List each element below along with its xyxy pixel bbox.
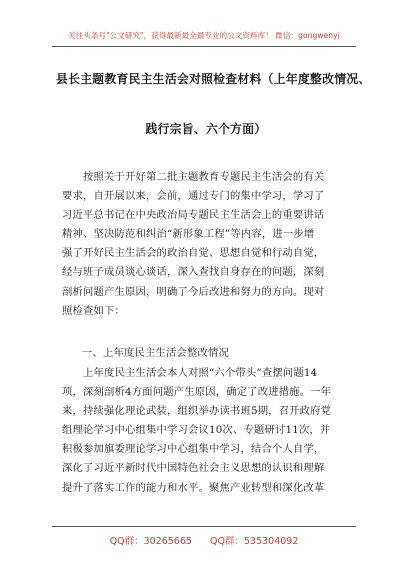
paragraph-line: 经与班子成员谈心谈话，深入查找自身存在的问题，深刻 xyxy=(62,266,325,279)
paragraph-line: 剖析问题产生原因，明确了今后改进和努力的方向。现对 xyxy=(62,285,325,298)
header-promo-text: 关注头条号"公文研究"，获得最新最全最专业的公文资料库！ 微信：gongwenyj xyxy=(68,31,340,40)
paragraph-line: 要求，自开展以来，会前，通过专门的集中学习，学习了 xyxy=(62,190,325,203)
paragraph-line: 精神、坚决防范和纠治“新形象工程”等内容，进一步增 xyxy=(62,228,315,241)
intro-paragraph xyxy=(62,168,354,321)
paragraph-line: 习近平总书记在中央政治局专题民主生活会上的重要讲话 xyxy=(62,209,325,222)
paragraph-line: 上年度民主生活会本人对照“六个带头”查摆问题14 xyxy=(62,367,318,379)
paragraph-line: 组理论学习中心组集中学习会议10次、专题研讨11次，并 xyxy=(62,424,331,437)
paragraph-line: 深化了习近平新时代中国特色社会主义思想的认识和理解 xyxy=(62,462,325,475)
paragraph-line: 强了开好民主生活会的政治自觉、思想自觉和行动自觉， xyxy=(62,247,325,260)
section-heading: 一、上年度民主生活会整改情况 xyxy=(82,347,229,359)
section-paragraph xyxy=(62,364,354,498)
paragraph-line: 提升了落实工作的能力和水平。聚焦产业转型和深化改革 xyxy=(62,481,325,494)
paragraph-line: 项，深刻剖析4方面问题产生原因，确定了改进措施。一年 xyxy=(62,386,332,399)
document-title-line-1: 县长主题教育民主生活会对照检查材料（上年度整改情况、 xyxy=(56,72,371,86)
document-title-line-2: 践行宗旨、六个方面） xyxy=(145,122,267,136)
paragraph-line: 积极参加旗委理论学习中心组集中学习，结合个人自学， xyxy=(62,443,325,456)
paragraph-line: 来，持续强化理论武装，组织举办读书班5期，召开政府党 xyxy=(62,405,332,418)
paragraph-line: 照检查如下： xyxy=(62,304,125,317)
header-divider xyxy=(52,46,356,47)
footer-qq-groups: QQ群：30265665 QQ群：535304092 xyxy=(109,536,299,547)
footer-divider xyxy=(52,526,356,527)
paragraph-line: 按照关于开好第二批主题教育专题民主生活会的有关 xyxy=(62,171,325,183)
